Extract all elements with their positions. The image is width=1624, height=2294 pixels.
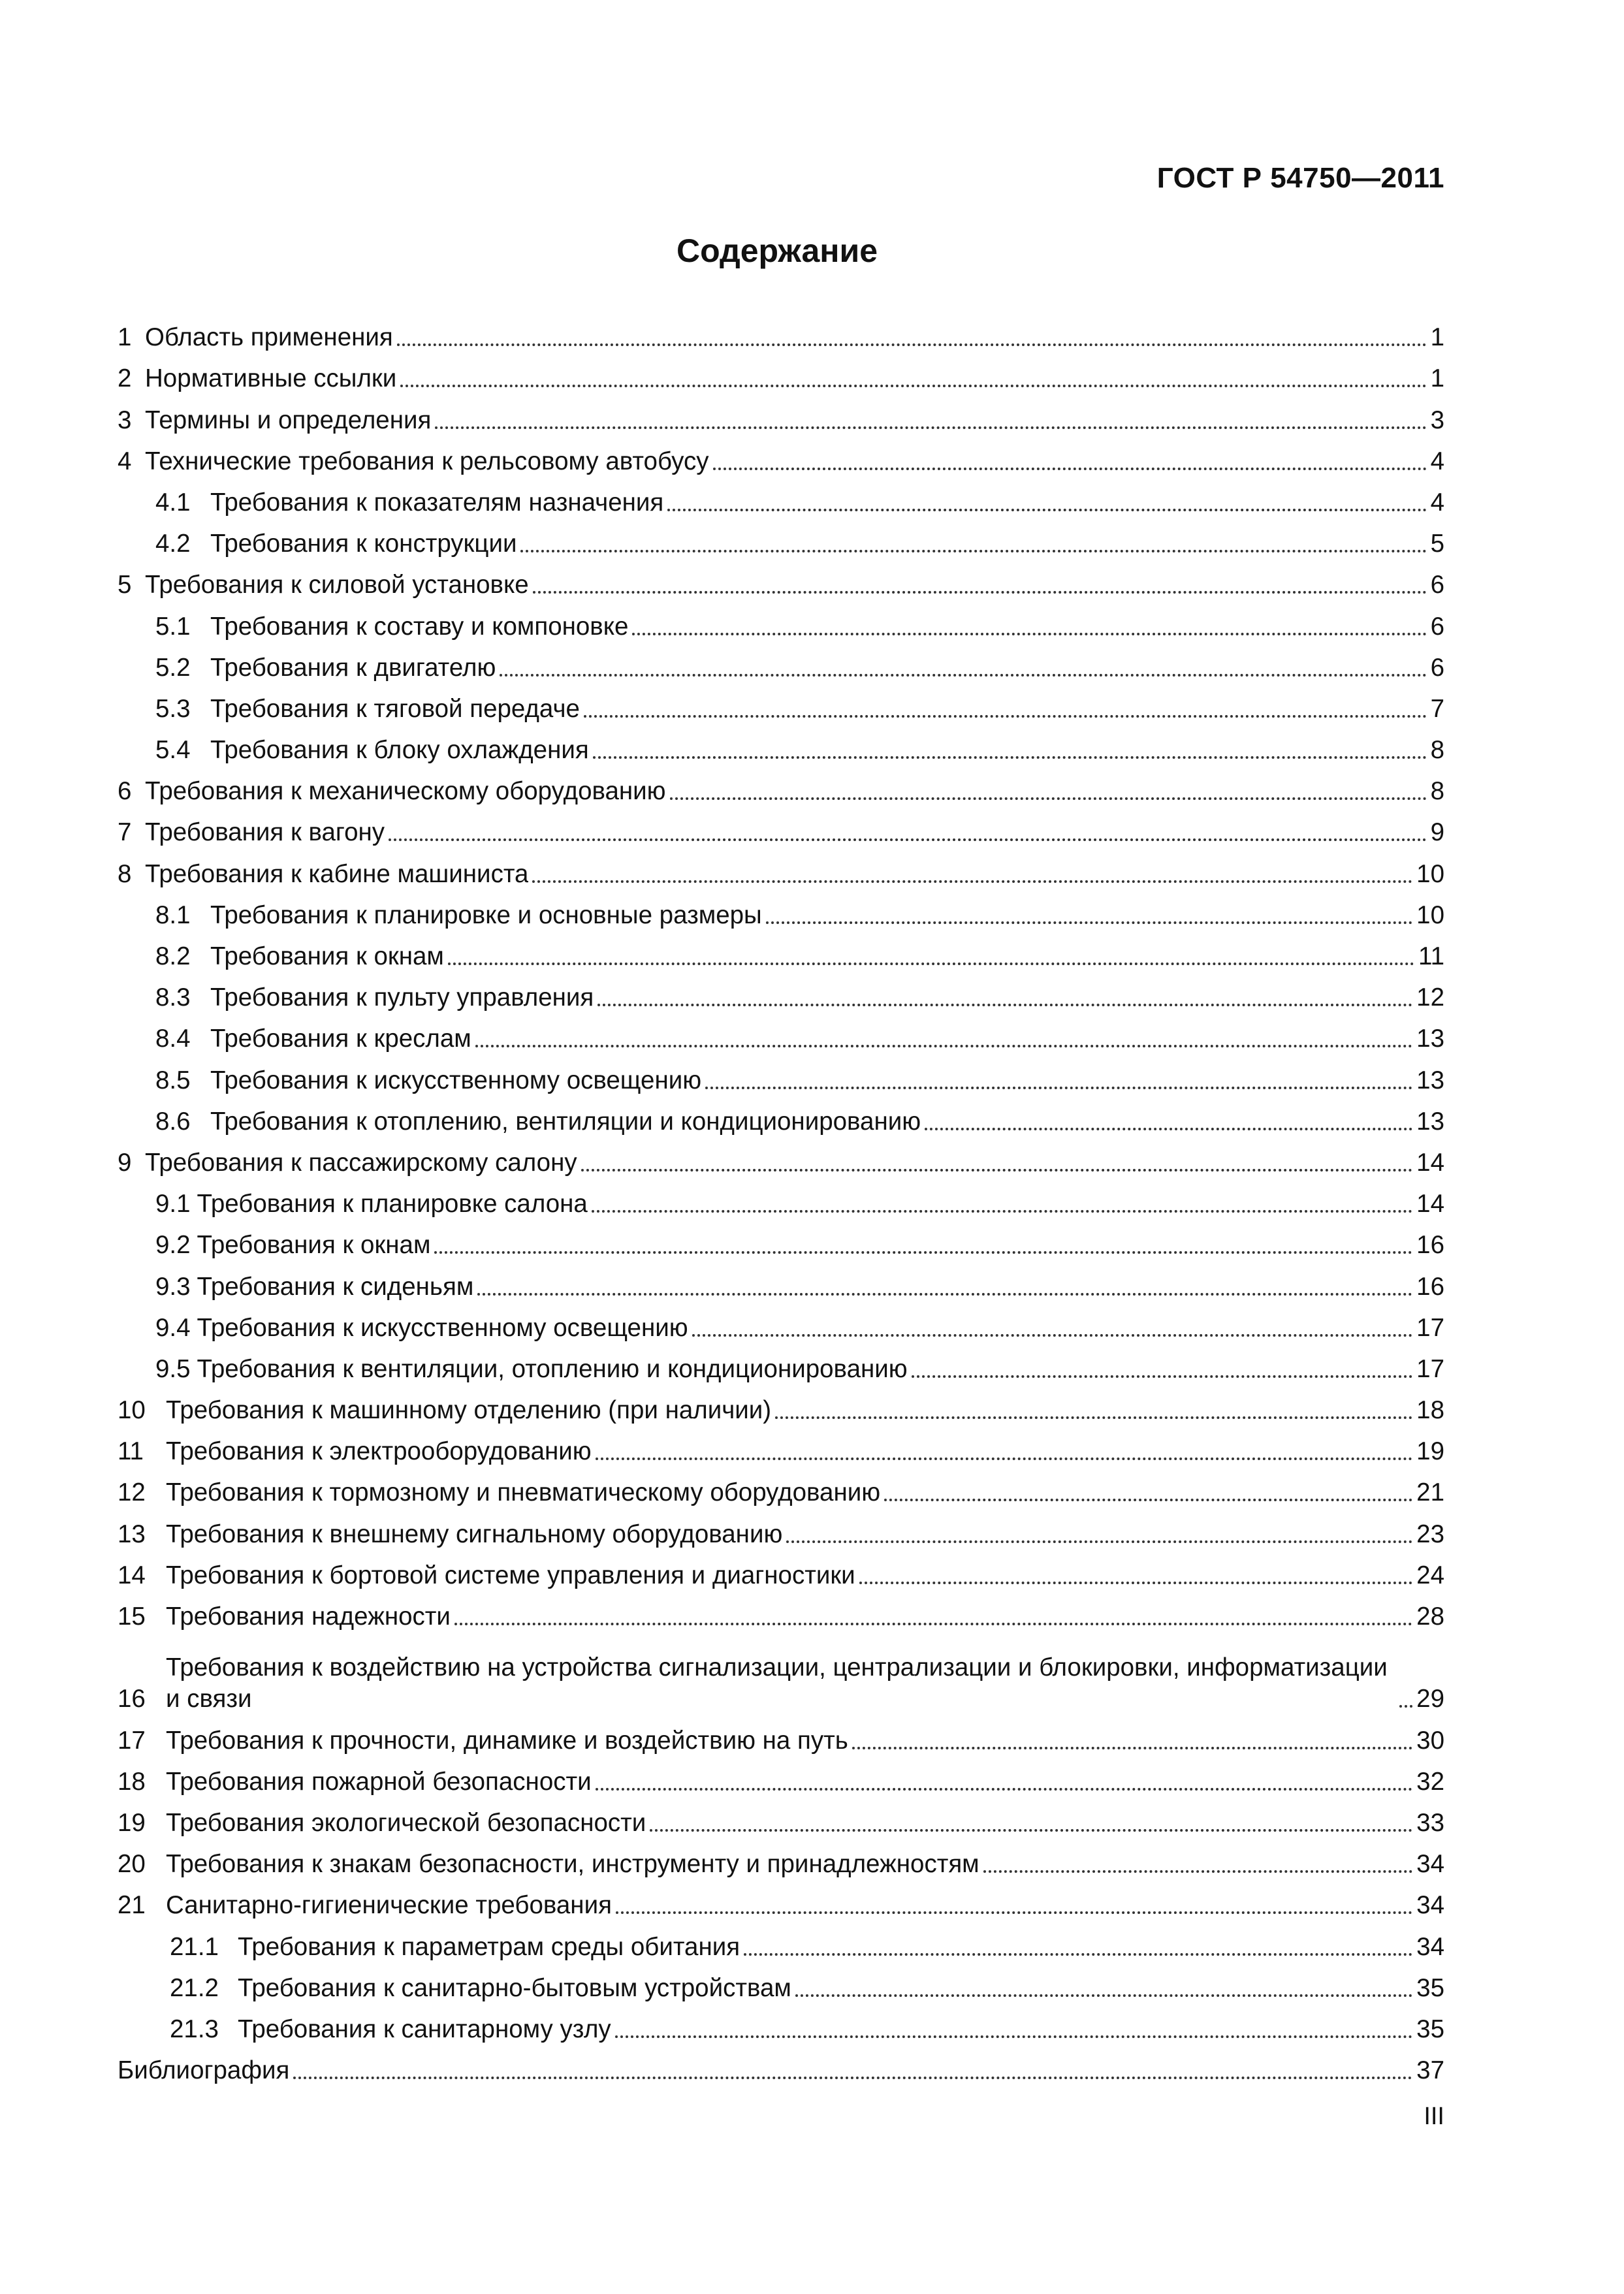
toc-entry-page: 13 [1416,1025,1444,1053]
toc-entry-text [118,363,1431,394]
dot-leader [581,1169,1413,1171]
toc-entry[interactable] [118,1385,1444,1426]
dot-leader [795,1994,1412,1997]
toc-entry-number: 11 [118,1437,144,1466]
dot-leader [852,1747,1412,1749]
toc-entry-page: 37 [1416,2056,1444,2085]
toc-entry-number: 9.4 [155,1313,191,1342]
toc-entry-title: Требования к составу и компоновке [210,612,629,641]
toc-entry[interactable] [118,601,1444,642]
toc-entry[interactable] [118,1757,1444,1798]
toc-entry[interactable] [118,2004,1444,2045]
toc-entry-title: Требования к воздействию на устройства сигнализации, централизации и блокировки, информатизации и связи [166,1653,1388,1713]
toc-entry-text [118,1313,1416,1344]
toc-entry-text [118,693,1431,725]
dot-leader [884,1499,1412,1501]
toc-entry-number: 18 [118,1767,146,1796]
dot-leader [713,468,1427,470]
toc-entry-number: 4 [118,447,132,475]
toc-entry-page: 12 [1416,983,1444,1012]
toc-entry-text [118,1808,1416,1839]
dot-leader [650,1829,1412,1832]
toc-entry[interactable] [118,1344,1444,1385]
toc-entry[interactable] [118,1426,1444,1467]
toc-entry[interactable] [118,312,1444,353]
toc-entry-text [118,611,1431,643]
dot-leader [500,674,1426,677]
dot-leader [766,921,1412,924]
toc-entry-text [118,405,1431,436]
toc-entry[interactable] [118,1467,1444,1508]
toc-entry-number: 9 [118,1148,132,1177]
toc-entry-page: 35 [1416,1973,1444,2002]
toc-entry-text [118,941,1418,972]
toc-entry-title: Область применения [145,323,393,352]
toc-entry-text [118,1188,1416,1220]
dot-leader [925,1128,1412,1130]
toc-entry-title: Требования к планировке салона [197,1190,588,1219]
dot-leader [389,838,1427,841]
toc-entry-text [118,1725,1416,1757]
toc-entry-page: 3 [1430,406,1444,434]
toc-entry-text [118,817,1431,848]
dot-leader [293,2077,1412,2079]
dot-leader [520,550,1426,552]
toc-entry-page: 18 [1416,1396,1444,1425]
toc-entry-text [118,487,1431,518]
dot-leader [397,343,1427,346]
toc-entry-page: 19 [1416,1437,1444,1466]
toc-entry-number: 13 [118,1520,146,1548]
toc-entry-title: Требования к пассажирскому салону [145,1148,577,1177]
toc-entry-page: 34 [1416,1891,1444,1920]
toc-entry-page: 4 [1430,447,1444,475]
dot-leader [596,1788,1413,1791]
toc-entry-number: 12 [118,1478,146,1507]
toc-entry-text [118,652,1431,684]
dot-leader [400,385,1426,387]
toc-entry-page: 6 [1430,612,1444,641]
toc-entry-page: 23 [1416,1520,1444,1548]
dot-leader [533,591,1427,594]
toc-entry-title: Требования к санитарному узлу [238,2015,611,2043]
toc-entry-page: 14 [1416,1190,1444,1219]
toc-entry[interactable] [118,848,1444,889]
toc-entry-page: 24 [1416,1561,1444,1589]
toc-entry-number: 8.3 [155,983,191,1012]
dot-leader [454,1623,1412,1625]
toc-entry[interactable] [118,1055,1444,1096]
toc-entry-title: Требования к планировке и основные размеры [210,900,762,929]
toc-entry-page: 34 [1416,1850,1444,1879]
toc-entry-page: 13 [1416,1066,1444,1094]
toc-entry[interactable] [118,1921,1444,1962]
toc-entry[interactable] [118,1303,1444,1344]
toc-entry[interactable] [118,931,1444,972]
toc-entry[interactable] [118,725,1444,766]
dot-leader [597,1004,1412,1006]
toc-entry-page: 14 [1416,1148,1444,1177]
dot-leader [744,1953,1412,1956]
toc-entry-number: 5 [118,571,132,599]
toc-entry-text [118,1890,1416,1921]
toc-entry-title: Требования экологической безопасности [166,1808,646,1837]
toc-entry[interactable] [118,394,1444,436]
toc-entry-page: 1 [1430,364,1444,393]
toc-entry-page: 33 [1416,1808,1444,1837]
toc-entry-number: 2 [118,364,132,393]
toc-entry-title: Требования к механическому оборудованию [145,777,666,806]
toc-entry-text [118,1601,1416,1633]
toc-entry-number: 8.6 [155,1107,191,1136]
toc-entry-number: 3 [118,406,132,434]
toc-entry-text [118,1766,1416,1798]
toc-entry-title: Требования к искусственному освещению [197,1313,688,1342]
toc-entry-text [118,735,1431,766]
dot-leader [692,1334,1413,1337]
toc-entry-page: 1 [1430,323,1444,352]
toc-entry[interactable] [118,1220,1444,1261]
toc-entry[interactable] [118,1179,1444,1220]
dot-leader [596,1458,1412,1460]
toc-entry-text [118,1849,1416,1880]
toc-entry-title: Санитарно-гигиенические требования [166,1891,612,1920]
dot-leader [477,1293,1412,1296]
toc-entry-page: 32 [1416,1767,1444,1796]
toc-entry-title: Требования к вентиляции, отоплению и кондиционированию [197,1354,908,1383]
toc-entry-text [118,1932,1416,1963]
toc-entry-number: 5.1 [155,612,191,641]
toc-entry-page: 17 [1416,1313,1444,1342]
toc-entry-text [118,528,1431,560]
toc-entry-title: Требования к бортовой системе управления и диагностики [166,1561,855,1589]
toc-entry[interactable] [118,1508,1444,1550]
toc-entry-page: 16 [1416,1231,1444,1260]
toc-entry-title: Требования к пульту управления [210,983,594,1012]
toc-entry-number: 21.2 [170,1973,219,2002]
toc-entry[interactable] [118,643,1444,684]
dot-leader [632,633,1426,635]
toc-entry[interactable] [118,560,1444,601]
dot-leader [475,1045,1412,1047]
toc-entry-text [118,1436,1416,1467]
toc-entry[interactable] [118,890,1444,931]
toc-entry-title: Требования к сиденьям [197,1272,474,1301]
table-of-contents [118,312,1444,2086]
toc-entry-text [118,2055,1416,2086]
toc-entry-title: Требования к электрооборудованию [166,1437,592,1466]
toc-entry-text [118,446,1431,477]
dot-leader [616,1911,1412,1914]
toc-entry-title: Требования к санитарно-бытовым устройствам [238,1973,791,2002]
toc-entry-page: 4 [1430,488,1444,517]
toc-entry-number: 7 [118,818,132,847]
dot-leader [448,963,1414,965]
toc-entry-title: Требования к параметрам среды обитания [238,1932,740,1961]
toc-entry[interactable] [118,1798,1444,1839]
toc-entry-title: Требования к вагону [145,818,385,847]
toc-entry-text [118,900,1416,931]
toc-entry-number: 21.1 [170,1932,219,1961]
toc-entry-title: Требования к внешнему сигнальному оборудованию [166,1520,783,1548]
dot-leader [670,797,1427,800]
toc-heading: Содержание [676,232,878,269]
toc-entry-page: 7 [1430,694,1444,723]
toc-entry[interactable] [118,684,1444,725]
toc-entry-text [118,2014,1416,2045]
dot-leader [532,880,1412,883]
toc-entry-title: Требования к прочности, динамике и воздействию на путь [166,1726,848,1755]
toc-entry-title: Требования к блоку охлаждения [210,736,589,765]
toc-entry-text [118,1106,1416,1138]
toc-entry[interactable] [118,353,1444,394]
toc-entry-title: Требования пожарной безопасности [166,1767,592,1796]
toc-entry-page: 29 [1416,1685,1444,1713]
toc-entry-title: Требования к конструкции [210,530,517,558]
dot-leader [434,1251,1412,1254]
toc-entry-number: 21.3 [170,2015,219,2043]
toc-entry-number: 10 [118,1396,146,1425]
dot-leader [983,1870,1413,1873]
dot-leader [859,1582,1412,1584]
toc-entry[interactable] [118,1138,1444,1179]
toc-entry-page: 11 [1418,942,1444,970]
toc-entry[interactable] [118,1880,1444,1921]
toc-entry-title: Технические требования к рельсовому автобусу [145,447,709,475]
toc-entry-text [118,1973,1416,2004]
toc-entry-text [118,1271,1416,1303]
toc-entry-text [118,569,1431,601]
toc-entry[interactable] [118,436,1444,477]
toc-entry-number: 4.1 [155,488,191,517]
toc-entry-text [118,1230,1416,1261]
dot-leader [705,1087,1412,1089]
toc-entry-number: 5.3 [155,694,191,723]
toc-entry-page: 10 [1416,900,1444,929]
toc-entry-title: Требования к тормозному и пневматическому оборудованию [166,1478,881,1507]
toc-entry-number: 5.2 [155,653,191,682]
toc-entry[interactable] [118,1633,1444,1715]
toc-entry[interactable] [118,972,1444,1013]
toc-entry-text [118,982,1416,1013]
document-code: ГОСТ Р 54750—2011 [1156,162,1444,194]
toc-entry-text [118,1477,1416,1508]
toc-entry-number: 15 [118,1602,146,1631]
toc-entry-page: 8 [1430,777,1444,806]
toc-entry[interactable] [118,1261,1444,1302]
toc-entry-number: 8.4 [155,1025,191,1053]
toc-entry-text [118,1147,1416,1179]
toc-entry-text [118,1560,1416,1591]
toc-entry[interactable] [118,2045,1444,2086]
toc-entry-text [118,1519,1416,1550]
toc-entry-page: 28 [1416,1602,1444,1631]
toc-entry-number: 16 [118,1685,146,1713]
toc-entry-page: 35 [1416,2015,1444,2043]
toc-entry-number: 9.1 [155,1190,191,1219]
dot-leader [593,756,1427,759]
toc-entry-number: 9.5 [155,1354,191,1383]
toc-entry-title: Требования к креслам [210,1025,471,1053]
toc-entry[interactable] [118,1715,1444,1756]
toc-entry-title: Нормативные ссылки [145,364,397,393]
toc-entry-title: Требования к машинному отделению (при наличии) [166,1396,772,1425]
toc-entry-number: 4.2 [155,530,191,558]
toc-entry-number: 8.2 [155,942,191,970]
toc-entry-text [118,1065,1416,1096]
toc-entry-title: Требования к искусственному освещению [210,1066,702,1094]
toc-entry-text [118,322,1431,353]
toc-entry-number: 6 [118,777,132,806]
toc-entry[interactable] [118,477,1444,518]
toc-entry-page: 6 [1430,571,1444,599]
toc-entry-title: Требования к показателям назначения [210,488,664,517]
toc-entry-page: 16 [1416,1272,1444,1301]
toc-entry-title: Требования к окнам [210,942,444,970]
toc-entry-page: 5 [1430,530,1444,558]
toc-entry-title: Требования к силовой установке [145,571,529,599]
toc-entry-page: 6 [1430,653,1444,682]
toc-entry[interactable] [118,1013,1444,1055]
dot-leader [592,1210,1412,1213]
toc-entry-number: 8.1 [155,900,191,929]
toc-entry-number: 8.5 [155,1066,191,1094]
toc-entry-number: 19 [118,1808,146,1837]
toc-entry-title: Термины и определения [145,406,432,434]
toc-entry[interactable] [118,1550,1444,1591]
toc-entry-number: 5.4 [155,736,191,765]
toc-entry[interactable] [118,1096,1444,1138]
toc-entry-title: Требования к знакам безопасности, инструменту и принадлежностям [166,1850,979,1879]
toc-entry-text [118,859,1416,890]
toc-entry-page: 34 [1416,1932,1444,1961]
toc-entry-text [118,1354,1416,1385]
toc-entry[interactable] [118,766,1444,807]
toc-entry-number: 1 [118,323,132,352]
toc-entry-number: 8 [118,859,132,888]
toc-entry-text [118,1023,1416,1055]
toc-entry-text [118,1395,1416,1426]
toc-entry-title: Требования к окнам [197,1231,431,1260]
dot-leader [615,2035,1413,2038]
toc-entry-title: Требования к двигателю [210,653,496,682]
dot-leader [1399,1705,1412,1708]
toc-entry-text [118,1652,1416,1715]
toc-entry-title: Библиография [118,2056,290,2085]
toc-entry-number: 20 [118,1850,146,1879]
toc-entry-text [118,776,1431,807]
dot-leader [775,1416,1412,1419]
toc-entry-number: 21 [118,1891,146,1920]
dot-leader [584,715,1427,718]
dot-leader [435,426,1426,429]
toc-entry-page: 10 [1416,859,1444,888]
dot-leader [786,1540,1412,1543]
toc-entry-page: 9 [1430,818,1444,847]
toc-entry-number: 9.3 [155,1272,191,1301]
toc-entry-number: 9.2 [155,1231,191,1260]
toc-entry-number: 14 [118,1561,146,1589]
toc-entry-page: 21 [1416,1478,1444,1507]
toc-entry-number: 17 [118,1726,146,1755]
toc-entry-page: 30 [1416,1726,1444,1755]
dot-leader [667,509,1426,511]
toc-entry[interactable] [118,1591,1444,1633]
toc-entry[interactable] [118,1839,1444,1880]
page-number: III [1424,2103,1444,2130]
toc-entry-title: Требования к отоплению, вентиляции и кондиционированию [210,1107,921,1136]
toc-entry[interactable] [118,1963,1444,2004]
toc-entry-page: 8 [1430,736,1444,765]
toc-entry-page: 17 [1416,1354,1444,1383]
toc-entry-page: 13 [1416,1107,1444,1136]
toc-entry-title: Требования надежности [166,1602,451,1631]
dot-leader [912,1375,1413,1378]
toc-entry[interactable] [118,807,1444,848]
toc-entry-title: Требования к тяговой передаче [210,694,580,723]
toc-entry[interactable] [118,518,1444,560]
toc-entry-title: Требования к кабине машиниста [145,859,529,888]
